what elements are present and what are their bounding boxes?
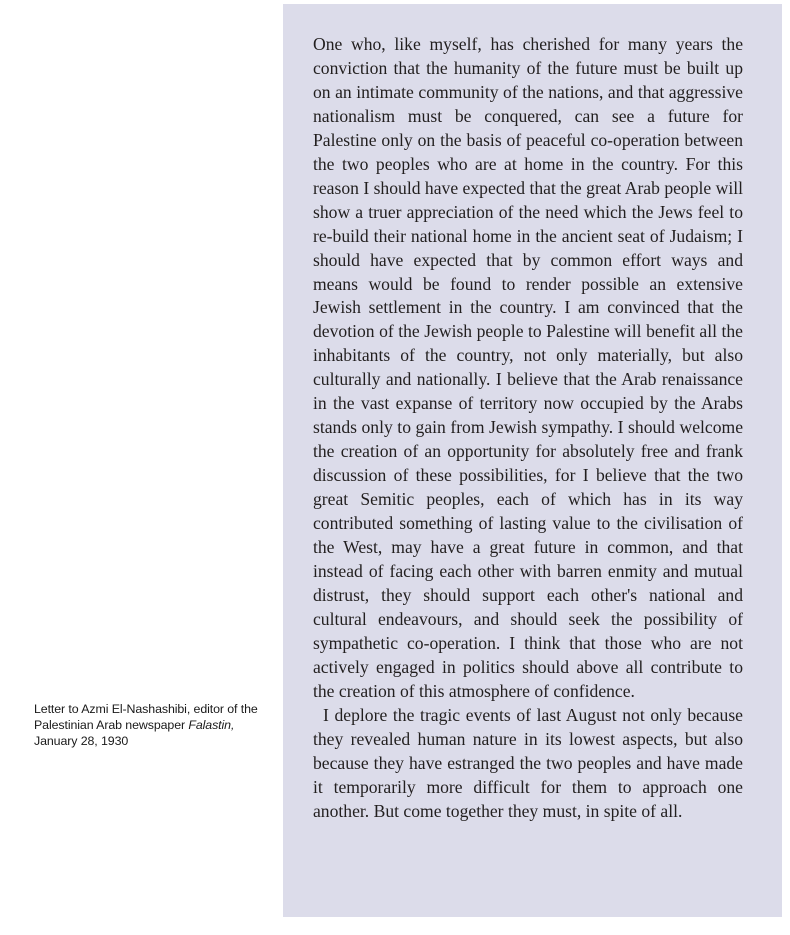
caption-line-1: Letter to Azmi El-Nashashibi, editor of the xyxy=(34,702,258,716)
letter-caption xyxy=(34,701,274,749)
newspaper-name: Falastin, xyxy=(188,718,235,732)
letter-panel xyxy=(283,4,782,917)
letter-body xyxy=(313,33,743,823)
caption-date: January 28, 1930 xyxy=(34,734,129,748)
caption-line-2 xyxy=(34,717,274,733)
letter-paragraph-2: I deplore the tragic events of last August not only because they revealed human nature in its lowest aspects, but also because they have estranged the two peoples and have made it temporarily more difficult for them to approach one another. But come together they must, in spite of all. xyxy=(313,704,743,821)
caption-line-2-text: Palestinian Arab newspaper xyxy=(34,718,189,732)
letter-paragraph-1: One who, like myself, has cherished for many years the conviction that the humanity of the future must be built up on an intimate community of the nations, and that aggressive nationalism must be conquered, can see a future for Palestine only on the basis of peaceful co-operation between the two peoples who are at home in the country. For this reason I should have expected that the great Arab people will show a truer appreciation of the need which the Jews feel to re-build their national home in the ancient seat of Judaism; I should have expected that by common effort ways and means would be found to render possible an extensive Jewish settlement in the country. I am convinced that the devotion of the Jewish people to Palestine will benefit all the inhabitants of the country, not only materially, but also culturally and nationally. I believe that the Arab renaissance in the vast expanse of territory now occupied by the Arabs stands only to gain from Jewish sympathy. I should welcome the creation of an opportunity for absolutely free and frank discussion of these possibilities, for I believe that the two great Semitic peoples, each of which has in its way contributed something of lasting value to the civilisation of the West, may have a great future in common, and that instead of facing each other with barren enmity and mutual distrust, they should support each other's national and cultural endeavours, and should seek the possibility of sympathetic co-operation. I think that those who are not actively engaged in politics should above all contribute to the creation of this atmosphere of confidence. xyxy=(313,34,743,701)
